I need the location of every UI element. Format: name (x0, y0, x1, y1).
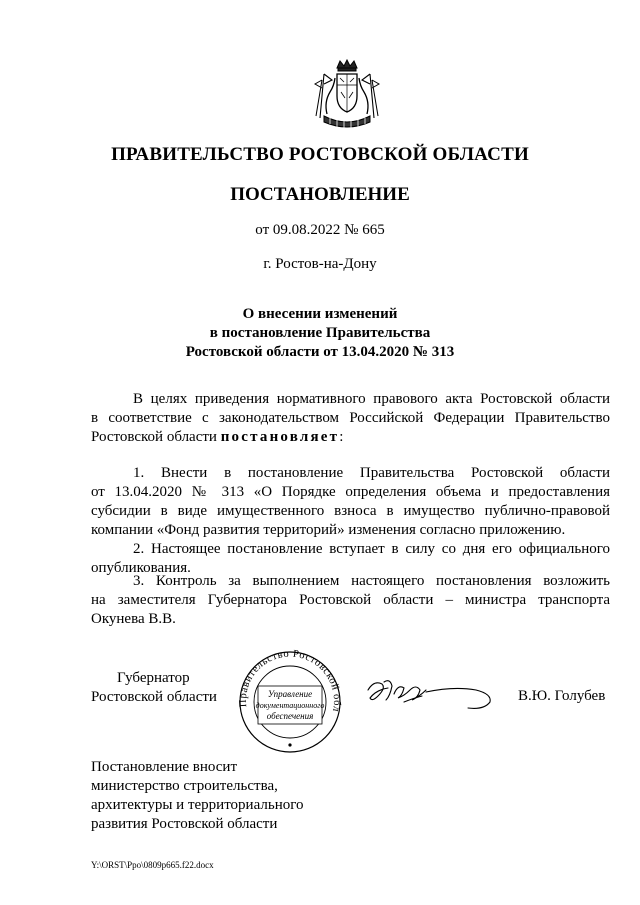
item-line: субсидии в виде имущественного взноса в имущество публично-правовой (91, 503, 610, 519)
document-subject (0, 305, 640, 362)
seal-inner-line: документационного (255, 701, 325, 710)
introducer-line: архитектуры и территориального (91, 797, 304, 813)
seal-inner-line: Управление (267, 689, 313, 699)
preamble-paragraph (91, 390, 610, 447)
item-3-paragraph (91, 572, 610, 629)
preamble-colon: : (339, 429, 344, 445)
item-line: 2. Настоящее постановление вступает в силу со дня его официального (133, 541, 610, 557)
preamble-line: в соответствие с законодательством Российской Федерации Правительство (91, 410, 610, 426)
introducer-line: министерство строительства, (91, 778, 278, 794)
item-line: на заместителя Губернатора Ростовской области – министра транспорта (91, 592, 610, 608)
introducer-line: Постановление вносит (91, 759, 238, 775)
handwritten-signature (364, 672, 496, 714)
seal-inner-line: обеспечения (266, 711, 314, 721)
signatory-name: В.Ю. Голубев (518, 688, 606, 704)
official-seal-stamp (227, 648, 353, 754)
document-city: г. Ростов-на-Дону (263, 256, 377, 272)
preamble-line (91, 428, 610, 447)
subject-line: Ростовской области от 13.04.2020 № 313 (185, 344, 455, 360)
seal-outer-text: Правительство Ростовской обл (237, 648, 343, 713)
position-line: Губернатор (117, 670, 190, 686)
coat-of-arms-icon (310, 58, 384, 132)
item-line: Окунева В.В. (91, 611, 176, 627)
government-title: ПРАВИТЕЛЬСТВО РОСТОВСКОЙ ОБЛАСТИ (111, 144, 529, 165)
introducer-block (91, 758, 304, 834)
position-line: Ростовской области (91, 689, 217, 705)
resolves-word: постановляет (220, 429, 340, 445)
preamble-prefix: Ростовской области (91, 429, 221, 445)
item-1-paragraph (91, 464, 610, 540)
document-date-number: от 09.08.2022 № 665 (255, 222, 385, 238)
preamble-line: В целях приведения нормативного правового акта Ростовской области (133, 391, 610, 407)
item-line: компании «Фонд развития территорий» изменения согласно приложению. (91, 522, 566, 538)
item-line: 1. Внести в постановление Правительства Ростовской области (133, 465, 610, 481)
document-type: ПОСТАНОВЛЕНИЕ (230, 184, 410, 205)
subject-line: О внесении изменений (242, 306, 398, 322)
subject-line: в постановление Правительства (209, 325, 431, 341)
file-path: Y:\ORST\Ppo\0809p665.f22.docx (91, 860, 214, 870)
signatory-position (91, 669, 217, 707)
introducer-line: развития Ростовской области (91, 816, 278, 832)
item-line: опубликования. (91, 560, 191, 576)
item-line: от 13.04.2020 № 313 «О Порядке определения объема и предоставления (91, 484, 610, 500)
item-line: 3. Контроль за выполнением настоящего постановления возложить (133, 573, 610, 589)
